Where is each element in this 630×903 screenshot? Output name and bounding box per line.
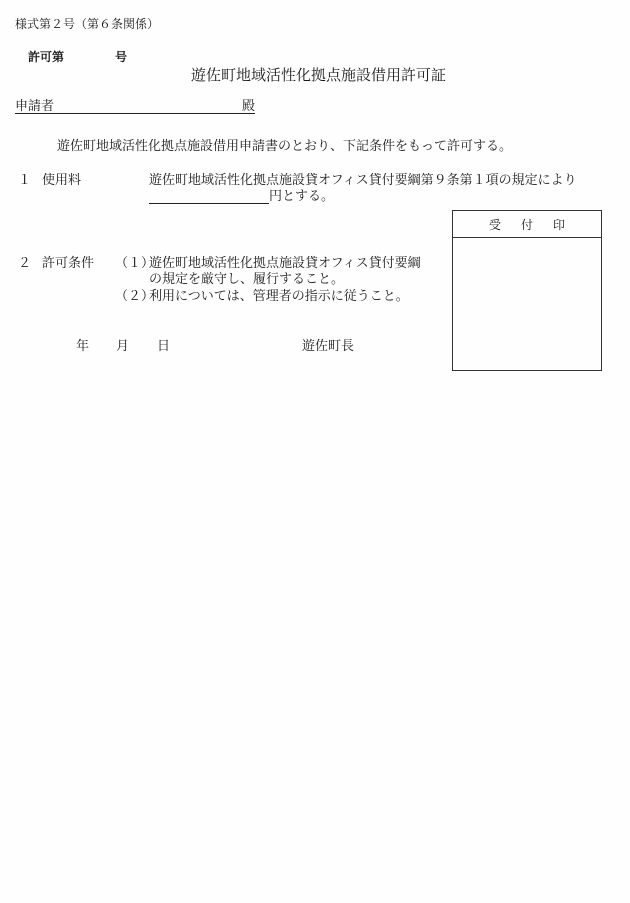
intro-text: 遊佐町地域活性化拠点施設借用申請書のとおり、下記条件をもって許可する。: [57, 139, 513, 154]
applicant-honorific: 殿: [242, 99, 256, 114]
form-number: 様式第２号（第６条関係）: [15, 17, 160, 31]
stamp-char-3: 印: [553, 217, 566, 232]
item2-label: 許可条件: [42, 256, 95, 271]
condition1-line2: の規定を厳守し、履行すること。: [149, 272, 345, 287]
item1-label: 使用料: [42, 173, 82, 188]
stamp-char-2: 付: [520, 217, 533, 232]
stamp-char-1: 受: [488, 217, 501, 232]
date-year: 年: [76, 339, 90, 354]
item1-line2-suffix: 円とする。: [269, 189, 335, 204]
receipt-stamp-header: [453, 211, 601, 238]
date-day: 日: [157, 339, 171, 354]
item1-line1: 遊佐町地域活性化拠点施設貸オフィス貸付要綱第９条第１項の規定により: [149, 173, 577, 188]
receipt-stamp-box: [452, 210, 602, 371]
condition1-line1: 遊佐町地域活性化拠点施設貸オフィス貸付要綱: [149, 256, 421, 271]
applicant-underline: [15, 113, 255, 114]
fee-amount-blank: [149, 203, 269, 204]
permit-number-suffix: 号: [115, 50, 128, 64]
issuer-name: 遊佐町長: [302, 339, 355, 354]
document-title: 遊佐町地域活性化拠点施設借用許可証: [191, 66, 447, 84]
applicant-label: 申請者: [15, 99, 55, 114]
item1-number: １: [18, 173, 32, 188]
condition2-number: （２）: [115, 289, 155, 304]
permit-number-prefix: 許可第: [28, 50, 65, 64]
date-month: 月: [116, 339, 130, 354]
item2-number: ２: [18, 256, 32, 271]
condition1-number: （１）: [115, 256, 155, 271]
condition2-text: 利用については、管理者の指示に従うこと。: [149, 289, 409, 304]
